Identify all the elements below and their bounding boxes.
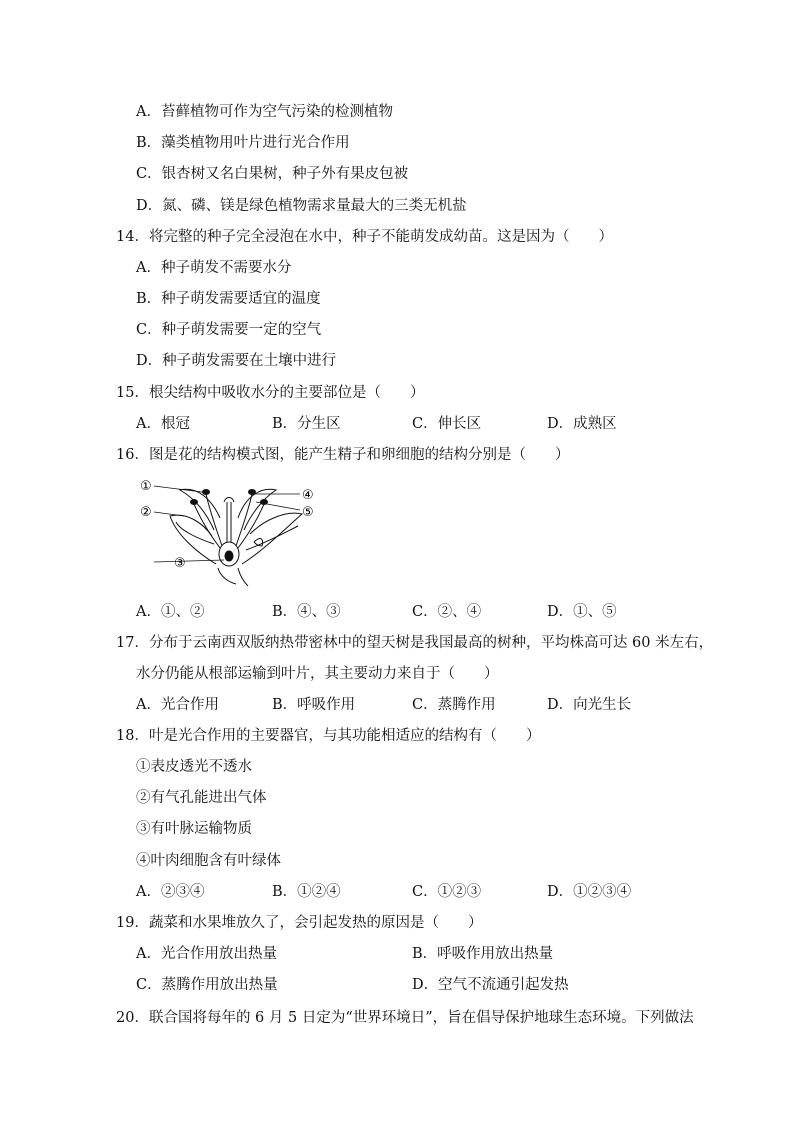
q19-stem: 19．蔬菜和水果堆放久了，会引起发热的原因是（ ） — [116, 915, 483, 931]
leader-line-2 — [154, 512, 184, 516]
figure-label-2: ② — [140, 505, 152, 520]
q13-option-d: D．氮、磷、镁是绿色植物需求量最大的三类无机盐 — [136, 198, 467, 214]
q17-option-a: A．光合作用 — [136, 697, 219, 713]
leader-line-1 — [154, 486, 202, 492]
q17-stem-line1: 17．分布于云南西双版纳热带密林中的望天树是我国最高的树种，平均株高可达 60 米左右， — [116, 635, 714, 651]
q18-stem: 18．叶是光合作用的主要器官，与其功能相适应的结构有（ ） — [116, 728, 541, 744]
q16-option-d: D．①、⑤ — [547, 604, 617, 620]
figure-label-1: ① — [140, 479, 152, 494]
q16-stem: 16．图是花的结构模式图，能产生精子和卵细胞的结构分别是（ ） — [116, 447, 570, 463]
q18-option-b: B．①②④ — [272, 884, 341, 900]
q19-option-b: B．呼吸作用放出热量 — [412, 946, 554, 962]
q13-option-b: B．藻类植物用叶片进行光合作用 — [136, 135, 350, 151]
q15-stem: 15．根尖结构中吸收水分的主要部位是（ ） — [116, 385, 425, 401]
q17-stem-line2: 水分仍能从根部运输到叶片，其主要动力来自于（ ） — [136, 666, 499, 682]
figure-label-4: ④ — [302, 488, 314, 503]
flower-structure-figure — [136, 472, 326, 588]
flower-ovule — [225, 551, 233, 561]
flower-anther-3 — [190, 499, 198, 505]
q18-option-d: D．①②③④ — [547, 884, 632, 900]
q15-option-d: D．成熟区 — [547, 416, 617, 432]
q16-option-a: A．①、② — [136, 604, 205, 620]
q19-option-c: C．蒸腾作用放出热量 — [136, 977, 278, 993]
q18-item-2: ②有气孔能进出气体 — [136, 790, 267, 806]
q17-option-d: D．向光生长 — [547, 697, 632, 713]
figure-label-5: ⑤ — [302, 505, 314, 520]
q15-option-b: B．分生区 — [272, 416, 341, 432]
flower-style — [227, 502, 231, 542]
q18-option-a: A．②③④ — [136, 884, 205, 900]
q15-option-a: A．根冠 — [136, 416, 190, 432]
q13-option-a: A．苔藓植物可作为空气污染的检测植物 — [136, 104, 393, 120]
flower-small-petal — [254, 539, 263, 546]
q14-option-c: C．种子萌发需要一定的空气 — [136, 322, 322, 338]
q18-item-1: ①表皮透光不透水 — [136, 759, 252, 775]
flower-stigma — [224, 498, 234, 503]
q14-option-a: A．种子萌发不需要水分 — [136, 260, 292, 276]
leader-line-3 — [154, 560, 224, 562]
q17-option-c: C．蒸腾作用 — [412, 697, 496, 713]
figure-label-3: ③ — [174, 556, 186, 571]
q14-option-b: B．种子萌发需要适宜的温度 — [136, 291, 321, 307]
q16-option-c: C．②、④ — [412, 604, 482, 620]
flower-sepal-left — [176, 522, 214, 544]
flower-petal-right-lower — [246, 526, 298, 550]
flower-anther-1 — [202, 489, 210, 495]
q18-item-4: ④叶肉细胞含有叶绿体 — [136, 853, 281, 869]
q18-option-c: C．①②③ — [412, 884, 482, 900]
q15-option-c: C．伸长区 — [412, 416, 482, 432]
q17-option-b: B．呼吸作用 — [272, 697, 356, 713]
q18-item-3: ③有叶脉运输物质 — [136, 821, 252, 837]
flower-stalk — [218, 568, 248, 586]
q19-option-d: D．空气不流通引起发热 — [412, 977, 569, 993]
q19-option-a: A．光合作用放出热量 — [136, 946, 277, 962]
flower-stamen-2 — [236, 494, 252, 546]
q14-option-d: D．种子萌发需要在土壤中进行 — [136, 353, 337, 369]
q20-stem: 20．联合国将每年的 6 月 5 日定为“世界环境日”，旨在倡导保护地球生态环境。下列做法 — [116, 1010, 694, 1026]
q14-stem: 14．将完整的种子完全浸泡在水中，种子不能萌发成幼苗。这是因为（ ） — [116, 229, 613, 245]
q13-option-c: C．银杏树又名白果树，种子外有果皮包被 — [136, 166, 409, 182]
q16-option-b: B．④、③ — [272, 604, 341, 620]
